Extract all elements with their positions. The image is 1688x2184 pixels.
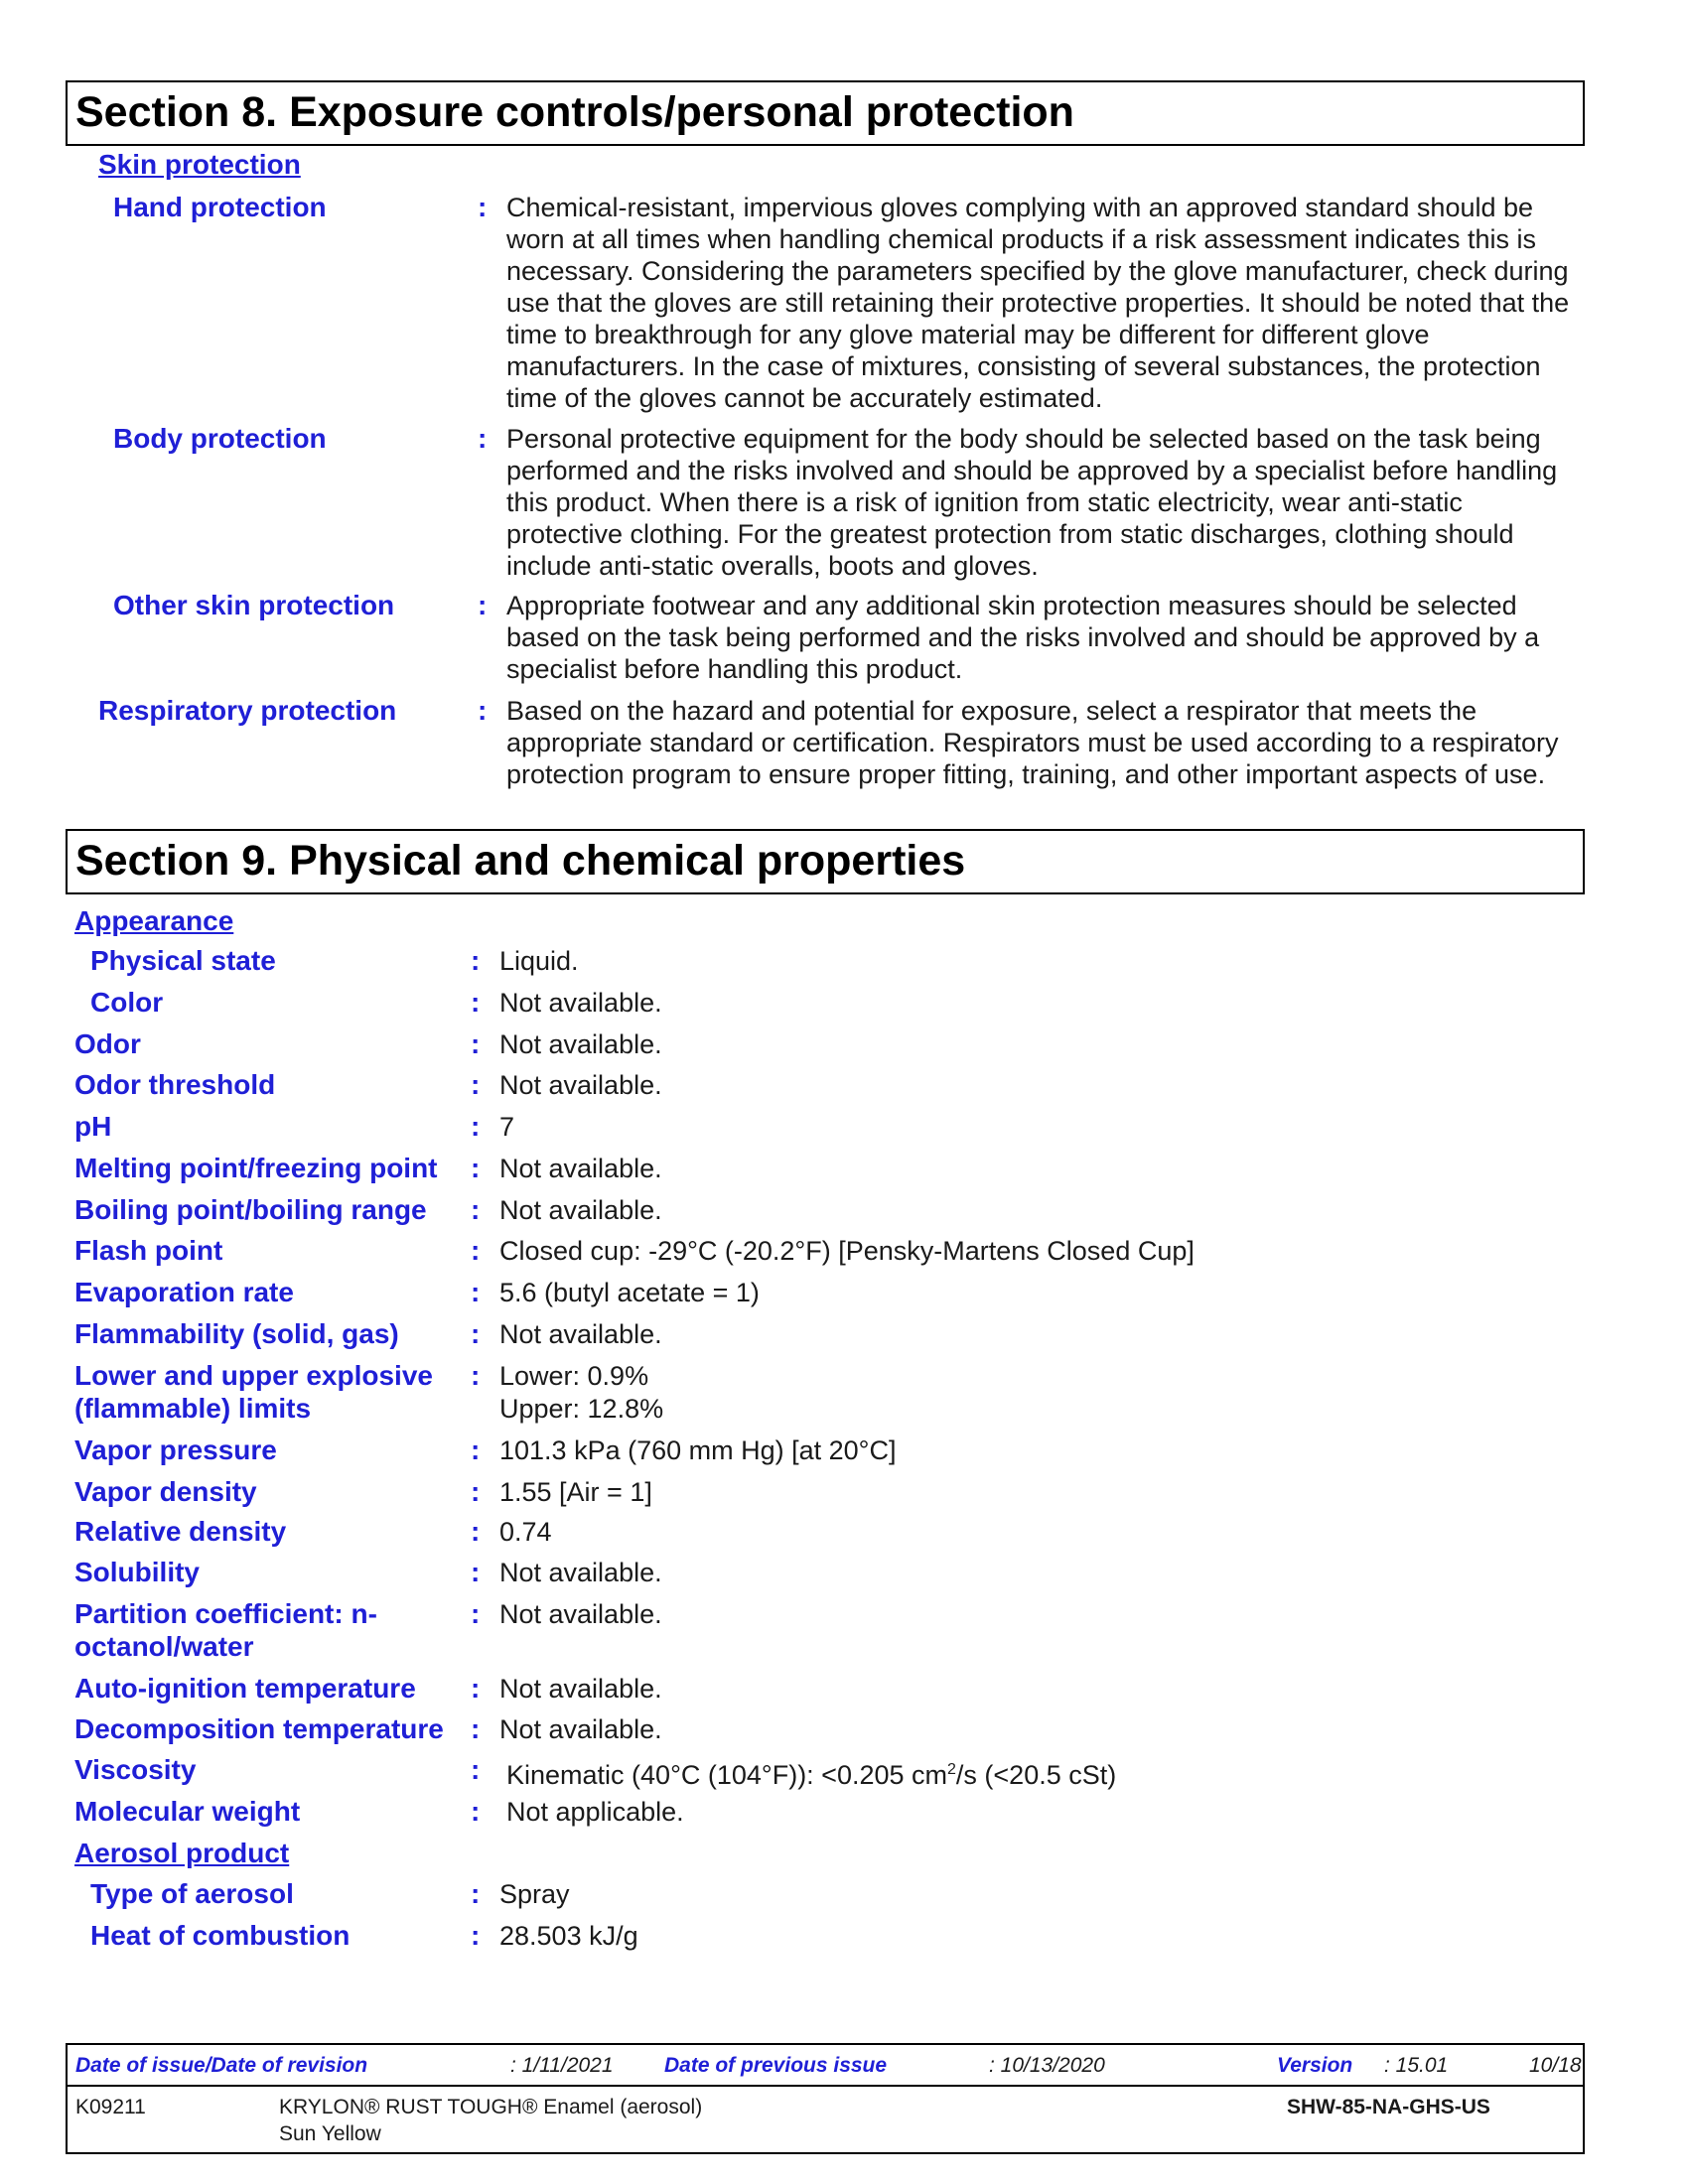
product-code: K09211	[75, 2096, 146, 2118]
colon: :	[478, 423, 488, 454]
colon: :	[478, 590, 488, 620]
colon: :	[471, 1028, 481, 1059]
hand-protection-value: Chemical-resistant, impervious gloves complying with an approved standard should be worn at all times when handling chemical products if a risk assessment indicates this is necessary. Considering the parameters specified by the glove manufacturer, check during use that the gloves are still retaining their protective properties. It should be noted that the time to breakthrough for any glove material may be different for different glove manufacturers. In the case of mixtures, consisting of several substances, the protection time of the gloves cannot be accurately estimated.	[506, 193, 1570, 413]
colon: :	[478, 695, 488, 726]
type-of-aerosol-label: Type of aerosol	[90, 1878, 294, 1909]
autoignition-label: Auto-ignition temperature	[74, 1673, 416, 1704]
partition-coefficient-label-line1: Partition coefficient: n-	[74, 1598, 377, 1629]
explosive-limits-label-line2: (flammable) limits	[74, 1393, 312, 1424]
date-of-previous-issue-label: Date of previous issue	[664, 2054, 888, 2077]
body-protection-value: Personal protective equipment for the body should be selected based on the task being performed and the risks involved and should be approved by a specialist before handling this product. When there is a risk of ignition from static electricity, wear anti-static protective clothing. For the greatest protection from static discharges, clothing should include anti-static overalls, boots and gloves.	[506, 424, 1558, 581]
product-name-line2: Sun Yellow	[279, 2122, 381, 2145]
respiratory-protection-label: Respiratory protection	[98, 695, 397, 726]
colon: :	[471, 1920, 481, 1951]
evaporation-rate-value: 5.6 (butyl acetate = 1)	[499, 1278, 760, 1307]
respiratory-protection-value: Based on the hazard and potential for exposure, select a respirator that meets the appropriate standard or certification. Respirators must be used according to a respiratory protection program to ensure proper fitting, training, and other important aspects of use.	[506, 696, 1559, 789]
other-skin-protection-label: Other skin protection	[113, 590, 395, 620]
colon: :	[471, 1434, 481, 1465]
vapor-density-value: 1.55 [Air = 1]	[499, 1477, 652, 1507]
odor-value: Not available.	[499, 1029, 662, 1059]
flash-point-value: Closed cup: -29°C (-20.2°F) [Pensky-Martens Closed Cup]	[499, 1236, 1195, 1266]
boiling-point-label: Boiling point/boiling range	[74, 1194, 427, 1225]
section-8-header	[66, 80, 1585, 146]
section-9-header	[66, 829, 1585, 894]
date-of-previous-issue-value: : 10/13/2020	[989, 2054, 1105, 2077]
skin-protection-heading: Skin protection	[98, 149, 301, 180]
melting-point-label: Melting point/freezing point	[74, 1153, 438, 1183]
boiling-point-value: Not available.	[499, 1195, 662, 1225]
explosive-limits-lower: Lower: 0.9%	[499, 1361, 649, 1391]
odor-label: Odor	[74, 1028, 141, 1059]
colon: :	[471, 1754, 481, 1785]
colon: :	[471, 1069, 481, 1100]
viscosity-value	[506, 1754, 1116, 1791]
footer	[66, 2043, 1585, 2154]
color-label: Color	[90, 987, 164, 1018]
section-8-title: Section 8. Exposure controls/personal protection	[75, 88, 1074, 136]
odor-threshold-value: Not available.	[499, 1070, 662, 1100]
heat-of-combustion-value: 28.503 kJ/g	[499, 1921, 638, 1951]
footer-divider	[68, 2085, 1583, 2087]
colon: :	[471, 987, 481, 1018]
appearance-heading: Appearance	[74, 905, 234, 936]
relative-density-label: Relative density	[74, 1516, 287, 1547]
version-label: Version	[1277, 2054, 1353, 2077]
colon: :	[471, 1598, 481, 1629]
sds-code: SHW-85-NA-GHS-US	[1287, 2096, 1490, 2118]
date-of-issue-value: : 1/11/2021	[510, 2054, 614, 2077]
colon: :	[471, 1235, 481, 1266]
viscosity-value-unit: /s (<20.5 cSt)	[955, 1760, 1117, 1790]
viscosity-value-main: Kinematic (40°C (104°F)): <0.205 cm	[506, 1760, 948, 1790]
product-name-line1: KRYLON® RUST TOUGH® Enamel (aerosol)	[279, 2096, 703, 2118]
flammability-label: Flammability (solid, gas)	[74, 1318, 399, 1349]
date-of-issue-label: Date of issue/Date of revision	[75, 2054, 368, 2077]
colon: :	[471, 1153, 481, 1183]
autoignition-value: Not available.	[499, 1674, 662, 1704]
colon: :	[471, 1878, 481, 1909]
evaporation-rate-label: Evaporation rate	[74, 1277, 294, 1307]
viscosity-value-sup: 2	[947, 1761, 956, 1778]
colon: :	[471, 1318, 481, 1349]
ph-value: 7	[499, 1112, 515, 1142]
colon: :	[471, 1796, 481, 1827]
vapor-pressure-label: Vapor pressure	[74, 1434, 277, 1465]
partition-coefficient-label-line2: octanol/water	[74, 1631, 254, 1662]
flash-point-label: Flash point	[74, 1235, 223, 1266]
colon: :	[471, 1557, 481, 1587]
ph-label: pH	[74, 1111, 112, 1142]
type-of-aerosol-value: Spray	[499, 1879, 570, 1909]
explosive-limits-upper: Upper: 12.8%	[499, 1394, 664, 1424]
colon: :	[471, 1277, 481, 1307]
section-9-title: Section 9. Physical and chemical properties	[75, 837, 966, 885]
vapor-pressure-value: 101.3 kPa (760 mm Hg) [at 20°C]	[499, 1435, 897, 1465]
decomposition-value: Not available.	[499, 1714, 662, 1744]
colon: :	[478, 192, 488, 222]
odor-threshold-label: Odor threshold	[74, 1069, 276, 1100]
solubility-value: Not available.	[499, 1558, 662, 1587]
version-value: : 15.01	[1384, 2054, 1449, 2077]
melting-point-value: Not available.	[499, 1154, 662, 1183]
flammability-value: Not available.	[499, 1319, 662, 1349]
relative-density-value: 0.74	[499, 1517, 552, 1547]
page-number: 10/18	[1529, 2054, 1582, 2077]
color-value: Not available.	[499, 988, 662, 1018]
decomposition-label: Decomposition temperature	[74, 1713, 444, 1744]
colon: :	[471, 1194, 481, 1225]
body-protection-label: Body protection	[113, 423, 327, 454]
colon: :	[471, 945, 481, 976]
aerosol-product-heading: Aerosol product	[74, 1838, 290, 1868]
colon: :	[471, 1111, 481, 1142]
vapor-density-label: Vapor density	[74, 1476, 257, 1507]
colon: :	[471, 1516, 481, 1547]
colon: :	[471, 1673, 481, 1704]
colon: :	[471, 1476, 481, 1507]
partition-coefficient-value: Not available.	[499, 1599, 662, 1629]
molecular-weight-label: Molecular weight	[74, 1796, 301, 1827]
colon: :	[471, 1713, 481, 1744]
explosive-limits-label-line1: Lower and upper explosive	[74, 1360, 433, 1391]
viscosity-label: Viscosity	[74, 1754, 197, 1785]
heat-of-combustion-label: Heat of combustion	[90, 1920, 351, 1951]
physical-state-label: Physical state	[90, 945, 276, 976]
molecular-weight-value: Not applicable.	[506, 1797, 684, 1827]
other-skin-protection-value: Appropriate footwear and any additional skin protection measures should be selected based on the task being performed and the risks involved and should be approved by a specialist before handling this product.	[506, 591, 1540, 684]
colon: :	[471, 1360, 481, 1391]
hand-protection-label: Hand protection	[113, 192, 327, 222]
solubility-label: Solubility	[74, 1557, 200, 1587]
physical-state-value: Liquid.	[499, 946, 579, 976]
